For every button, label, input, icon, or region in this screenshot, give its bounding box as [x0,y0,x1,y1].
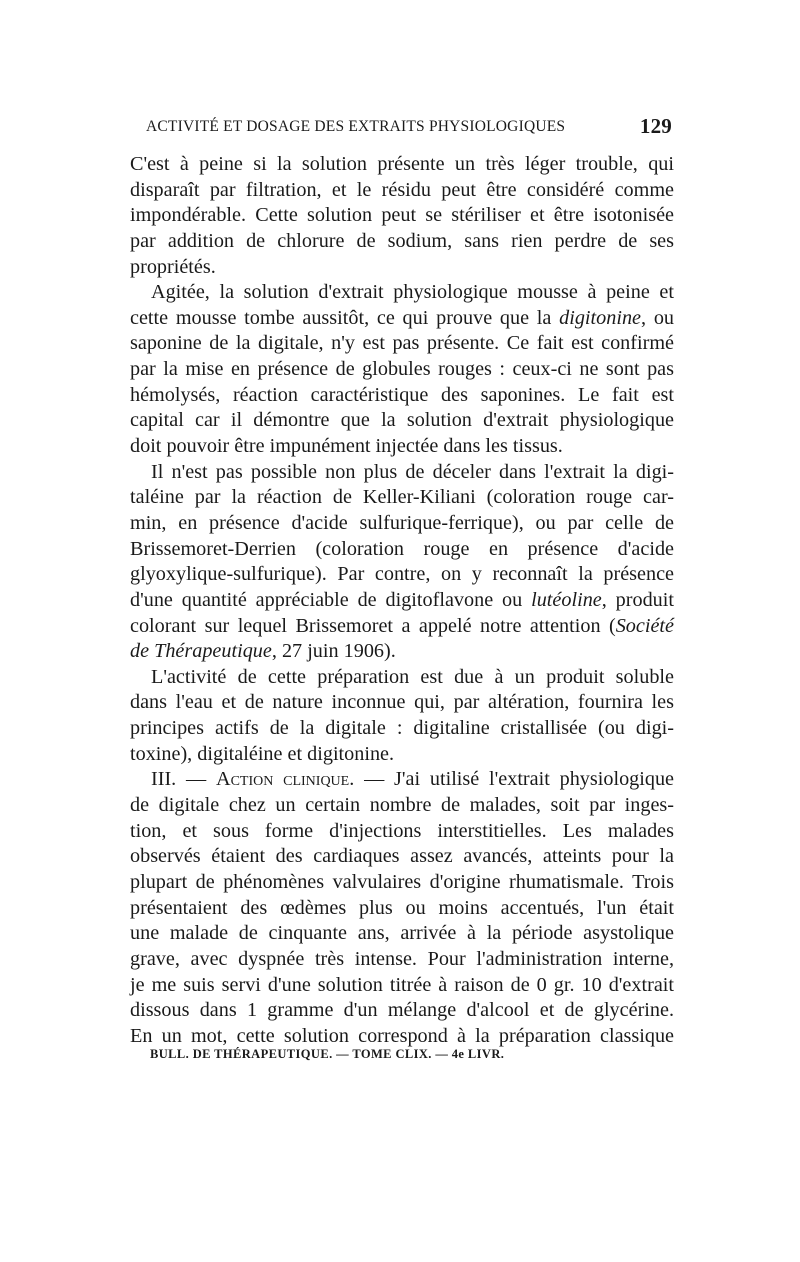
text-line: capital car il démontre que la solution d'extrait physiologique [130,409,674,432]
text-line: propriétés. [130,255,216,278]
text-line: taléine par la réaction de Keller-Kiliani (coloration rouge car- [130,486,674,509]
text-line: toxine), digitaléine et digitonine. [130,742,395,765]
text-line: présentaient des œdèmes plus ou moins accentués, l'un était [130,896,674,919]
text-line: L'activité de cette préparation est due à un produit soluble [151,665,674,688]
text-run: , ou [641,306,675,329]
italic-citation: Société [615,614,674,637]
text-run: d'une quantité appréciable de digitoflavone ou [130,588,532,611]
text-line: principes actifs de la digitale : digitaline cristallisée (ou digi- [130,717,674,740]
text-line: dans l'eau et de nature inconnue qui, par altération, fournira les [130,691,674,714]
italic-term-luteoline: lutéoline [531,588,602,611]
text-line: dissous dans 1 gramme d'un mélange d'alcool et de glycérine. [130,999,674,1022]
page-number: 129 [639,114,672,138]
text-line [130,767,674,793]
text-line [130,639,674,665]
text-line: Il n'est pas possible non plus de déceler dans l'extrait la digi- [151,460,674,483]
text-run: , 27 juin 1906). [271,640,396,663]
text-run: colorant sur lequel Brissemoret a appelé notre attention ( [130,614,616,637]
text-line: saponine de la digitale, n'y est pas présente. Ce fait est confirmé [130,332,674,355]
text-line: une malade de cinquante ans, arrivée à la période asystolique [130,922,674,945]
body-text [130,152,674,1049]
text-line: impondérable. Cette solution peut se stériliser et être isotonisée [130,204,674,227]
text-line: par la mise en présence de globules rouges : ceux-ci ne sont pas [130,358,674,381]
text-line: je me suis servi d'une solution titrée à raison de 0 gr. 10 d'extrait [130,973,674,996]
text-line: disparaît par filtration, et le résidu peut être considéré comme [130,178,674,201]
running-head-title: ACTIVITÉ ET DOSAGE DES EXTRAITS PHYSIOLOGIQUES [146,118,566,135]
text-line: Brissemoret-Derrien (coloration rouge en présence d'acide [130,537,674,560]
text-line: plupart de phénomènes valvulaires d'origine rhumatismale. Trois [130,870,674,893]
text-line: de digitale chez un certain nombre de malades, soit par inges- [130,794,674,817]
section-number: III. — [151,768,216,791]
text-run: . — J'ai utilisé l'extrait physiologique [349,768,675,791]
text-line: tion, et sous forme d'injections interstitielles. Les malades [130,819,674,842]
text-run: , produit [601,588,674,611]
text-line: C'est à peine si la solution présente un très léger trouble, qui [130,153,674,175]
text-line [130,614,674,640]
text-line: min, en présence d'acide sulfurique-ferrique), ou par celle de [130,511,674,534]
text-line: Agitée, la solution d'extrait physiologique mousse à peine et [151,281,674,304]
text-run: cette mousse tombe aussitôt, ce qui prouve que la [130,306,560,329]
text-line: par addition de chlorure de sodium, sans rien perdre de ses [130,229,674,252]
running-head [146,116,672,142]
italic-term-digitonine: digitonine [559,306,642,329]
text-line: hémolysés, réaction caractéristique des saponines. Le fait est [130,383,674,406]
text-line: En un mot, cette solution correspond à la préparation classique [130,1024,674,1047]
text-line [130,306,674,332]
text-line: grave, avec dyspnée très intense. Pour l'administration interne, [130,947,674,970]
text-line: glyoxylique-sulfurique). Par contre, on y reconnaît la présence [130,563,674,586]
text-line: doit pouvoir être impunément injectée dans les tissus. [130,435,563,458]
italic-citation: de Thérapeutique [130,640,272,663]
footer-signature: BULL. DE THÉRAPEUTIQUE. — TOME CLIX. — 4e LIVR. [150,1047,505,1061]
section-heading: Action clinique [215,768,350,791]
text-line [130,588,674,614]
text-line: observés étaient des cardiaques assez avancés, atteints pour la [130,845,674,868]
